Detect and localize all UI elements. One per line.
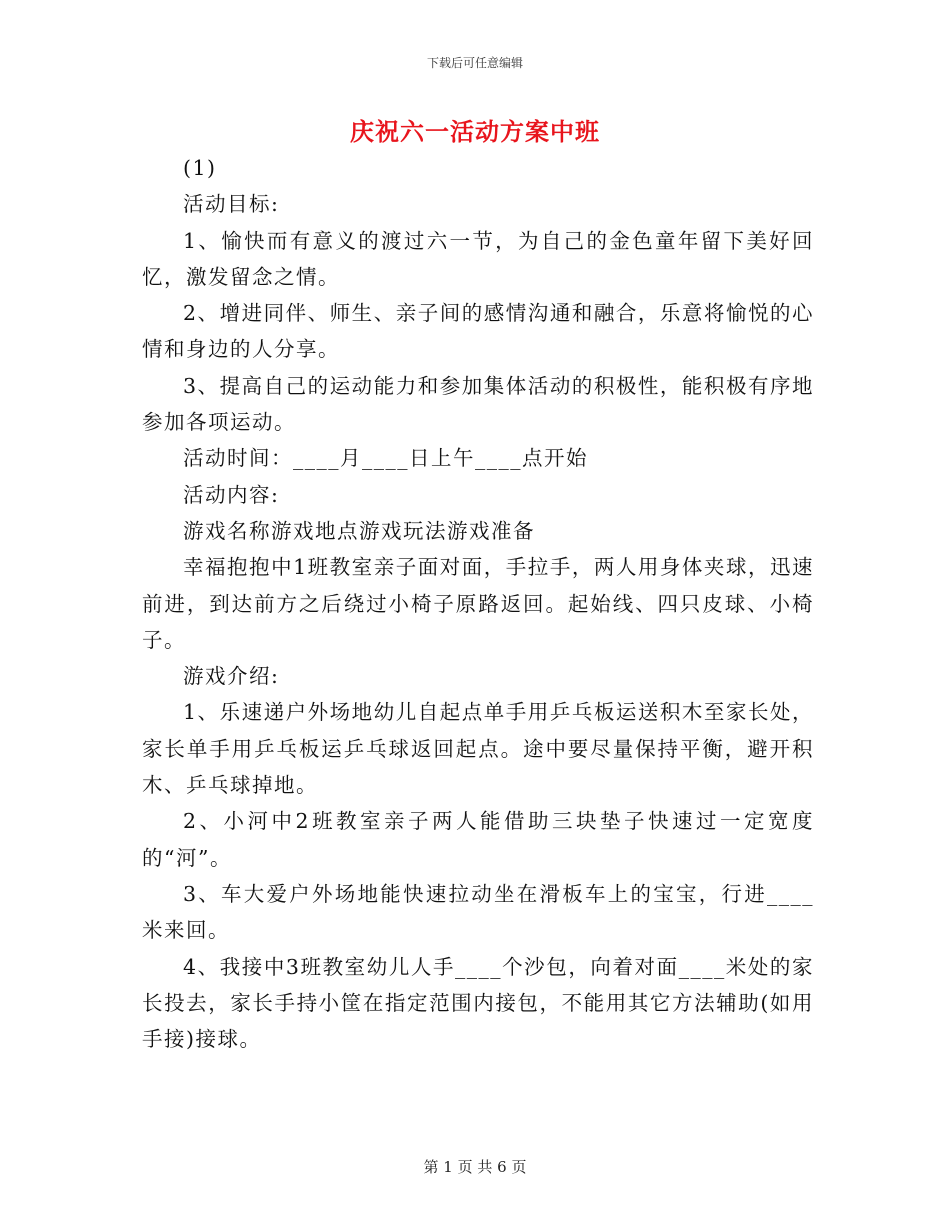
header-note: 下载后可任意编辑 [426,56,523,70]
goal-item-1: 1、愉快而有意义的渡过六一节，为自己的金色童年留下美好回忆，激发留念之情。 [142,228,814,289]
game-happy-hug: 幸福抱抱中1班教室亲子面对面，手拉手，两人用身体夹球，迅速前进，到达前方之后绕过小椅子原路返回。起始线、四只皮球、小椅子。 [142,555,814,652]
game-item-1: 1、乐速递户外场地幼儿自起点单手用乒乓板运送积木至家长处，家长单手用乒乓板运乒乓球返回起点。途中要尽量保持平衡，避开积木、乒乓球掉地。 [142,700,814,798]
activity-time: 活动时间：____月____日上午____点开始 [183,446,588,471]
game-intro-heading: 游戏介绍: [183,664,280,689]
content-heading: 活动内容: [183,482,280,507]
page-footer: 第 1 页 共 6 页 [423,1158,527,1176]
game-columns: 游戏名称游戏地点游戏玩法游戏准备 [183,518,535,543]
game-item-4: 4、我接中3班教室幼儿人手____个沙包，向着对面____米处的家长投去，家长手持小筐在指定范围内接包，不能用其它方法辅助(如用手接)接球。 [142,954,814,1052]
document-title: 庆祝六一活动方案中班 [350,117,600,146]
document-body [142,150,814,1057]
section-number: (1) [183,156,217,180]
game-item-3: 3、车大爱户外场地能快速拉动坐在滑板车上的宝宝，行进____米来回。 [142,881,814,943]
goal-item-3: 3、提高自己的运动能力和参加集体活动的积极性，能积极有序地参加各项运动。 [142,373,814,435]
goals-heading: 活动目标: [183,192,280,217]
game-item-2: 2、小河中2班教室亲子两人能借助三块垫子快速过一定宽度的“河”。 [142,809,814,870]
goal-item-2: 2、增进同伴、师生、亲子间的感情沟通和融合，乐意将愉悦的心情和身边的人分享。 [142,301,814,362]
